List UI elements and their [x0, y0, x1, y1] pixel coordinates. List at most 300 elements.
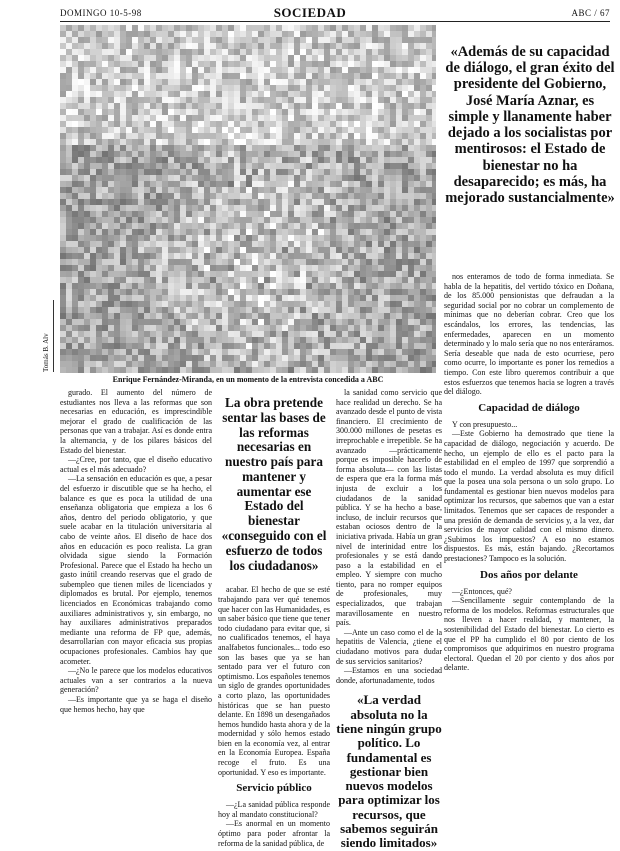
photo-texture	[252, 115, 258, 121]
photo-texture	[78, 283, 84, 289]
photo-texture	[102, 223, 108, 229]
photo-texture	[120, 67, 126, 73]
photo-texture	[354, 103, 360, 109]
photo-texture	[360, 295, 366, 301]
photo-texture	[96, 67, 102, 73]
photo-texture	[372, 25, 378, 31]
photo-texture	[246, 343, 252, 349]
photo-texture	[390, 187, 396, 193]
photo-texture	[282, 259, 288, 265]
photo-texture	[324, 121, 330, 127]
photo-texture	[192, 151, 198, 157]
photo-texture	[318, 193, 324, 199]
photo-texture	[90, 169, 96, 175]
photo-texture	[378, 319, 384, 325]
photo-texture	[288, 103, 294, 109]
photo-texture	[270, 91, 276, 97]
photo-texture	[90, 367, 96, 373]
photo-texture	[210, 109, 216, 115]
photo-texture	[360, 349, 366, 355]
photo-texture	[72, 271, 78, 277]
photo-texture	[234, 313, 240, 319]
photo-texture	[240, 85, 246, 91]
photo-texture	[426, 283, 432, 289]
photo-texture	[90, 175, 96, 181]
photo-texture	[348, 127, 354, 133]
photo-texture	[282, 319, 288, 325]
photo-texture	[252, 25, 258, 31]
photo-texture	[246, 295, 252, 301]
photo-texture	[420, 79, 426, 85]
photo-texture	[354, 205, 360, 211]
photo-texture	[258, 133, 264, 139]
photo-texture	[138, 31, 144, 37]
photo-texture	[78, 127, 84, 133]
photo-texture	[432, 259, 436, 265]
photo-texture	[348, 181, 354, 187]
photo-texture	[402, 175, 408, 181]
photo-texture	[264, 313, 270, 319]
photo-texture	[348, 97, 354, 103]
photo-texture	[252, 277, 258, 283]
photo-texture	[276, 241, 282, 247]
photo-texture	[108, 235, 114, 241]
photo-texture	[234, 337, 240, 343]
photo-texture	[420, 55, 426, 61]
photo-texture	[264, 25, 270, 31]
photo-texture	[294, 223, 300, 229]
photo-texture	[246, 277, 252, 283]
photo-texture	[216, 187, 222, 193]
photo-texture	[234, 133, 240, 139]
photo-texture	[258, 259, 264, 265]
photo-texture	[174, 73, 180, 79]
photo-texture	[396, 241, 402, 247]
photo-texture	[150, 169, 156, 175]
photo-texture	[114, 91, 120, 97]
photo-texture	[294, 307, 300, 313]
photo-texture	[96, 337, 102, 343]
photo-texture	[132, 73, 138, 79]
photo-texture	[372, 271, 378, 277]
photo-texture	[138, 361, 144, 367]
photo-texture	[282, 283, 288, 289]
photo-texture	[234, 229, 240, 235]
photo-texture	[318, 121, 324, 127]
photo-texture	[372, 235, 378, 241]
photo-texture	[228, 277, 234, 283]
photo-texture	[132, 229, 138, 235]
photo-texture	[246, 55, 252, 61]
photo-texture	[114, 49, 120, 55]
photo-texture	[300, 307, 306, 313]
photo-texture	[102, 283, 108, 289]
photo-texture	[342, 61, 348, 67]
photo-texture	[402, 313, 408, 319]
photo-texture	[348, 307, 354, 313]
photo-texture	[96, 115, 102, 121]
photo-texture	[120, 127, 126, 133]
photo-texture	[318, 337, 324, 343]
photo-texture	[390, 139, 396, 145]
photo-texture	[120, 85, 126, 91]
photo-texture	[108, 259, 114, 265]
photo-texture	[390, 337, 396, 343]
photo-texture	[252, 133, 258, 139]
photo-texture	[426, 319, 432, 325]
photo-texture	[78, 319, 84, 325]
photo-texture	[318, 145, 324, 151]
photo-texture	[414, 199, 420, 205]
photo-texture	[384, 331, 390, 337]
photo-texture	[84, 49, 90, 55]
photo-texture	[342, 361, 348, 367]
photo-texture	[408, 283, 414, 289]
photo-texture	[78, 121, 84, 127]
photo-texture	[102, 151, 108, 157]
photo-texture	[78, 145, 84, 151]
photo-texture	[234, 187, 240, 193]
photo-texture	[300, 367, 306, 373]
photo-texture	[432, 343, 436, 349]
photo-texture	[174, 235, 180, 241]
photo-texture	[366, 223, 372, 229]
photo-texture	[96, 307, 102, 313]
interview-photo	[60, 25, 436, 373]
photo-texture	[222, 259, 228, 265]
photo-texture	[162, 187, 168, 193]
photo-texture	[252, 169, 258, 175]
photo-texture	[66, 79, 72, 85]
photo-texture	[66, 181, 72, 187]
photo-texture	[150, 109, 156, 115]
photo-texture	[324, 157, 330, 163]
photo-texture	[168, 115, 174, 121]
photo-texture	[216, 73, 222, 79]
photo-texture	[180, 145, 186, 151]
photo-texture	[378, 301, 384, 307]
photo-texture	[222, 211, 228, 217]
photo-texture	[348, 157, 354, 163]
photo-texture	[240, 337, 246, 343]
photo-texture	[372, 85, 378, 91]
photo-texture	[90, 73, 96, 79]
photo-texture	[108, 97, 114, 103]
photo-texture	[210, 199, 216, 205]
photo-texture	[210, 289, 216, 295]
photo-texture	[228, 271, 234, 277]
photo-texture	[150, 223, 156, 229]
photo-texture	[264, 361, 270, 367]
photo-texture	[156, 31, 162, 37]
photo-texture	[414, 301, 420, 307]
photo-texture	[66, 367, 72, 373]
photo-texture	[174, 145, 180, 151]
photo-texture	[300, 175, 306, 181]
photo-texture	[306, 319, 312, 325]
photo-texture	[282, 139, 288, 145]
photo-texture	[174, 187, 180, 193]
photo-texture	[120, 163, 126, 169]
photo-texture	[174, 313, 180, 319]
photo-texture	[390, 91, 396, 97]
photo-texture	[276, 115, 282, 121]
photo-texture	[198, 127, 204, 133]
photo-texture	[294, 133, 300, 139]
photo-texture	[270, 85, 276, 91]
photo-texture	[84, 25, 90, 31]
photo-texture	[96, 55, 102, 61]
photo-texture	[294, 199, 300, 205]
photo-texture	[120, 337, 126, 343]
photo-texture	[366, 127, 372, 133]
photo-texture	[66, 163, 72, 169]
photo-texture	[60, 253, 66, 259]
photo-texture	[66, 157, 72, 163]
photo-texture	[198, 313, 204, 319]
photo-texture	[120, 205, 126, 211]
photo-texture	[396, 265, 402, 271]
photo-texture	[330, 193, 336, 199]
photo-texture	[66, 283, 72, 289]
photo-texture	[186, 79, 192, 85]
photo-texture	[90, 229, 96, 235]
photo-texture	[378, 271, 384, 277]
photo-texture	[162, 235, 168, 241]
photo-texture	[264, 223, 270, 229]
photo-texture	[120, 211, 126, 217]
photo-texture	[408, 199, 414, 205]
photo-texture	[126, 241, 132, 247]
photo-texture	[420, 271, 426, 277]
photo-texture	[228, 259, 234, 265]
photo-texture	[222, 277, 228, 283]
photo-texture	[384, 277, 390, 283]
photo-texture	[84, 103, 90, 109]
photo-texture	[120, 199, 126, 205]
photo-texture	[378, 223, 384, 229]
photo-texture	[360, 259, 366, 265]
photo-texture	[192, 211, 198, 217]
photo-texture	[66, 91, 72, 97]
photo-texture	[174, 277, 180, 283]
photo-texture	[162, 307, 168, 313]
photo-texture	[144, 55, 150, 61]
photo-texture	[144, 367, 150, 373]
photo-texture	[174, 163, 180, 169]
photo-texture	[396, 229, 402, 235]
photo-texture	[318, 331, 324, 337]
photo-texture	[84, 145, 90, 151]
photo-texture	[312, 289, 318, 295]
photo-texture	[204, 73, 210, 79]
photo-texture	[234, 295, 240, 301]
photo-texture	[330, 301, 336, 307]
photo-texture	[252, 163, 258, 169]
photo-texture	[402, 283, 408, 289]
photo-texture	[168, 205, 174, 211]
photo-texture	[390, 97, 396, 103]
photo-texture	[252, 109, 258, 115]
photo-texture	[270, 109, 276, 115]
photo-texture	[126, 157, 132, 163]
photo-texture	[108, 193, 114, 199]
photo-texture	[78, 361, 84, 367]
photo-texture	[216, 145, 222, 151]
photo-texture	[360, 103, 366, 109]
photo-texture	[120, 151, 126, 157]
photo-texture	[240, 211, 246, 217]
photo-texture	[144, 85, 150, 91]
photo-texture	[432, 181, 436, 187]
photo-texture	[402, 145, 408, 151]
photo-texture	[120, 223, 126, 229]
photo-texture	[72, 85, 78, 91]
photo-texture	[330, 175, 336, 181]
photo-texture	[150, 103, 156, 109]
photo-texture	[384, 109, 390, 115]
photo-texture	[72, 295, 78, 301]
photo-texture	[60, 127, 66, 133]
photo-texture	[120, 343, 126, 349]
photo-texture	[138, 109, 144, 115]
photo-texture	[132, 103, 138, 109]
photo-texture	[72, 49, 78, 55]
photo-texture	[324, 337, 330, 343]
photo-texture	[222, 331, 228, 337]
photo-texture	[96, 25, 102, 31]
photo-texture	[288, 79, 294, 85]
photo-texture	[318, 289, 324, 295]
photo-texture	[84, 247, 90, 253]
photo-texture	[426, 49, 432, 55]
photo-texture	[264, 121, 270, 127]
photo-texture	[144, 211, 150, 217]
photo-texture	[60, 295, 66, 301]
photo-texture	[330, 313, 336, 319]
photo-texture	[138, 247, 144, 253]
photo-texture	[336, 235, 342, 241]
photo-texture	[396, 325, 402, 331]
photo-texture	[426, 139, 432, 145]
photo-texture	[246, 37, 252, 43]
photo-texture	[378, 205, 384, 211]
photo-texture	[132, 235, 138, 241]
photo-texture	[426, 157, 432, 163]
photo-texture	[300, 97, 306, 103]
photo-texture	[168, 259, 174, 265]
photo-texture	[126, 337, 132, 343]
photo-texture	[414, 139, 420, 145]
photo-texture	[324, 31, 330, 37]
photo-texture	[144, 223, 150, 229]
photo-texture	[78, 337, 84, 343]
photo-texture	[234, 343, 240, 349]
photo-texture	[396, 259, 402, 265]
photo-texture	[216, 265, 222, 271]
photo-texture	[198, 319, 204, 325]
paragraph: —Este Gobierno ha demostrado que tiene la capacidad de diálogo, negociación y acuerdo. De hecho, un ejemplo de ello es el pacto para la estabilidad en el empleo de 1997 que sorprendió a todo el mundo. La verdad absoluta es muy difícil que la posea una sola persona o un solo grupo. Lo fundamental es gestionar bien nuevos modelos para optimizar los recursos, que sabemos que van a estar limitados. Tenemos que ser capaces de responder a una presión de demanda de servicios y, a la vez, dar servicios de mayor calidad con el mismo dinero. ¿Subimos los impuestos? A eso no estamos dispuestos. Es más, están bajando. ¿Recortamos prestaciones? Tampoco es la solución.	[444, 429, 614, 564]
photo-texture	[378, 25, 384, 31]
photo-texture	[384, 223, 390, 229]
photo-texture	[390, 55, 396, 61]
photo-texture	[390, 61, 396, 67]
photo-texture	[216, 103, 222, 109]
photo-texture	[390, 325, 396, 331]
photo-texture	[132, 217, 138, 223]
photo-texture	[300, 73, 306, 79]
photo-texture	[342, 289, 348, 295]
photo-texture	[396, 337, 402, 343]
photo-texture	[270, 343, 276, 349]
photo-texture	[174, 79, 180, 85]
photo-texture	[240, 289, 246, 295]
photo-texture	[426, 343, 432, 349]
photo-texture	[240, 43, 246, 49]
photo-texture	[312, 343, 318, 349]
photo-texture	[258, 85, 264, 91]
photo-texture	[180, 307, 186, 313]
photo-texture	[240, 361, 246, 367]
photo-texture	[60, 259, 66, 265]
photo-texture	[318, 235, 324, 241]
photo-texture	[354, 289, 360, 295]
photo-caption: Enrique Fernández-Miranda, en un momento de la entrevista concedida a ABC	[112, 375, 384, 384]
photo-texture	[432, 289, 436, 295]
photo-texture	[300, 31, 306, 37]
photo-texture	[426, 169, 432, 175]
photo-texture	[144, 349, 150, 355]
photo-texture	[432, 67, 436, 73]
photo-texture	[90, 49, 96, 55]
photo-texture	[246, 85, 252, 91]
photo-texture	[228, 157, 234, 163]
photo-texture	[402, 271, 408, 277]
photo-texture	[330, 367, 336, 373]
photo-texture	[372, 175, 378, 181]
photo-texture	[390, 205, 396, 211]
photo-texture	[60, 175, 66, 181]
photo-texture	[228, 79, 234, 85]
photo-texture	[156, 319, 162, 325]
photo-texture	[306, 37, 312, 43]
photo-texture	[174, 121, 180, 127]
photo-texture	[90, 109, 96, 115]
photo-texture	[342, 103, 348, 109]
photo-texture	[282, 133, 288, 139]
photo-texture	[186, 217, 192, 223]
photo-texture	[180, 61, 186, 67]
photo-texture	[114, 271, 120, 277]
photo-texture	[222, 175, 228, 181]
photo-texture	[402, 31, 408, 37]
photo-texture	[186, 301, 192, 307]
photo-texture	[180, 49, 186, 55]
photo-texture	[126, 367, 132, 373]
photo-texture	[222, 325, 228, 331]
photo-texture	[360, 181, 366, 187]
photo-texture	[282, 211, 288, 217]
photo-texture	[120, 97, 126, 103]
photo-texture	[234, 169, 240, 175]
photo-texture	[84, 151, 90, 157]
photo-texture	[276, 277, 282, 283]
photo-texture	[426, 127, 432, 133]
photo-texture	[306, 367, 312, 373]
photo-texture	[264, 97, 270, 103]
photo-texture	[360, 43, 366, 49]
photo-texture	[162, 151, 168, 157]
